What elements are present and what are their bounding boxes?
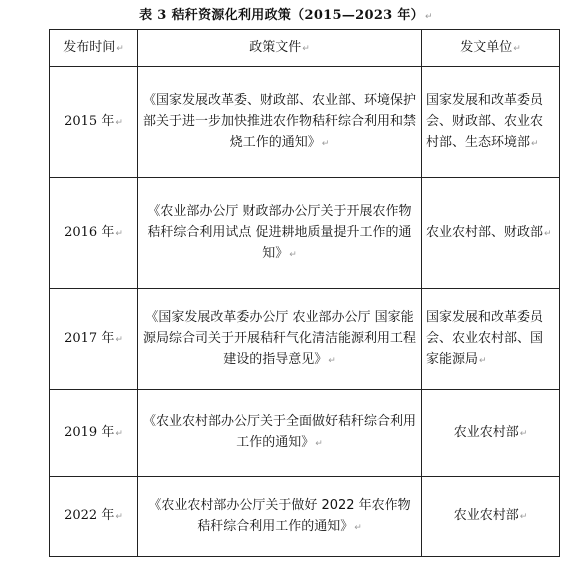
table-row	[50, 67, 560, 178]
row-org	[422, 477, 560, 557]
row-date-text: 2015 年	[64, 113, 115, 129]
row-date	[50, 178, 138, 289]
row-doc	[138, 178, 422, 289]
header-doc	[138, 30, 422, 67]
paragraph-mark: ↵	[302, 43, 310, 54]
paragraph-mark: ↵	[115, 428, 123, 439]
paragraph-mark: ↵	[115, 228, 123, 239]
paragraph-mark: ↵	[519, 428, 528, 439]
header-date-label: 发布时间	[63, 39, 116, 55]
paragraph-mark: ↵	[513, 43, 521, 54]
row-doc-text: 《农业农村部办公厅关于做好 2022 年农作物秸秆综合利用工作的通知》	[148, 497, 411, 534]
paragraph-mark: ↵	[115, 117, 123, 128]
row-doc	[138, 67, 422, 178]
paragraph-mark: ↵	[115, 334, 123, 345]
paragraph-mark: ↵	[479, 355, 487, 366]
row-date	[50, 289, 138, 390]
row-doc-text: 《农业部办公厅 财政部办公厅关于开展农作物秸秆综合利用试点 促进耕地质量提升工作的通知》	[147, 203, 412, 261]
paragraph-mark: ↵	[519, 512, 528, 522]
table-header-row	[50, 30, 560, 67]
row-date-text: 2019 年	[64, 424, 115, 440]
paragraph-mark: ↵	[289, 249, 297, 260]
table-row	[50, 477, 560, 557]
header-org-label: 发文单位	[460, 39, 513, 55]
row-date-text: 2016 年	[64, 224, 115, 240]
row-org	[422, 67, 560, 178]
paragraph-mark: ↵	[328, 355, 336, 366]
row-date-text: 2017 年	[64, 330, 115, 346]
table-row	[50, 289, 560, 390]
header-doc-label: 政策文件	[249, 39, 302, 55]
paragraph-mark: ↵	[544, 228, 552, 239]
row-org-text: 农业农村部	[453, 424, 519, 440]
row-org	[422, 289, 560, 390]
row-date	[50, 477, 138, 557]
row-date	[50, 67, 138, 178]
policy-table	[49, 29, 560, 557]
row-org-text: 农业农村部	[453, 508, 519, 523]
paragraph-mark: ↵	[116, 43, 124, 54]
paragraph-mark: ↵	[531, 138, 539, 149]
row-date-text: 2022 年	[64, 508, 115, 523]
row-org-text: 农业农村部、财政部	[426, 224, 544, 240]
table-row	[50, 178, 560, 289]
table-row	[50, 390, 560, 477]
paragraph-mark: ↵	[321, 138, 330, 149]
row-org-text: 国家发展和改革委员会、农业农村部、国家能源局	[426, 309, 544, 367]
row-org	[422, 390, 560, 477]
table-caption-text: 表 3 秸秆资源化利用政策（2015—2023 年）	[139, 8, 424, 23]
row-doc	[138, 477, 422, 557]
paragraph-mark: ↵	[424, 12, 433, 22]
table-caption	[0, 6, 572, 27]
row-date	[50, 390, 138, 477]
row-doc-text: 《国家发展改革委、财政部、农业部、环境保护部关于进一步加快推进农作物秸秆综合利用和禁烧工作的通知》	[142, 92, 416, 150]
paragraph-mark: ↵	[315, 439, 323, 449]
header-date	[50, 30, 138, 67]
row-doc-text: 《农业农村部办公厅关于全面做好秸秆综合利用工作的通知》	[142, 414, 416, 450]
header-org	[422, 30, 560, 67]
row-doc	[138, 390, 422, 477]
row-org	[422, 178, 560, 289]
row-org-text: 国家发展和改革委员会、财政部、农业农村部、生态环境部	[426, 92, 544, 150]
row-doc	[138, 289, 422, 390]
paragraph-mark: ↵	[115, 512, 123, 522]
paragraph-mark: ↵	[354, 522, 362, 533]
row-doc-text: 《国家发展改革委办公厅 农业部办公厅 国家能源局综合司关于开展秸秆气化清洁能源利用工程建设的指导意见》	[142, 309, 416, 367]
